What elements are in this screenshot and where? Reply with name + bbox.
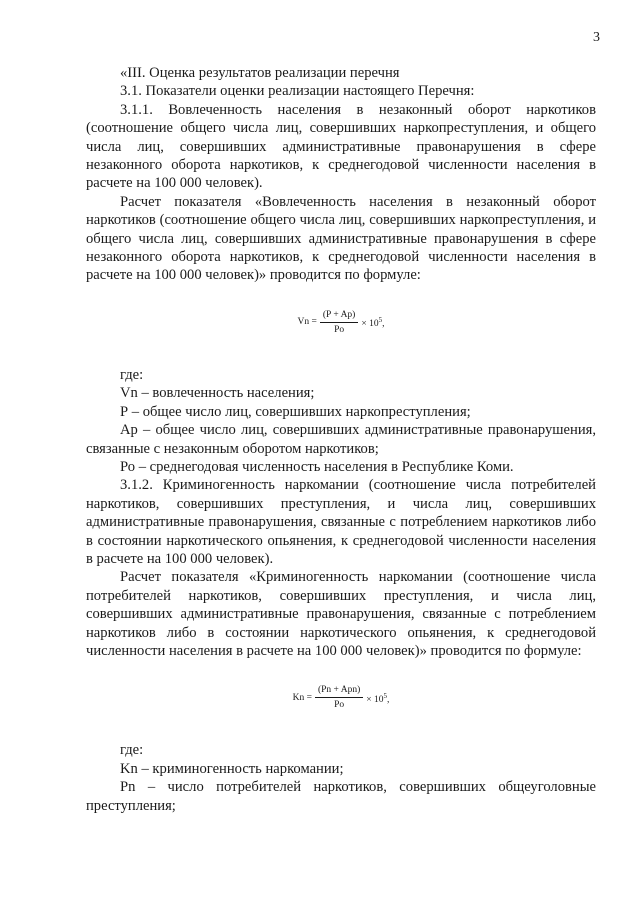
formula-vn-multiplier-text: × 10 xyxy=(361,319,379,330)
formula-kn-fraction xyxy=(315,684,363,711)
indicator-2-definition: Kn – криминогенность наркомании; xyxy=(120,760,344,777)
page-number: 3 xyxy=(593,30,600,45)
formula-vn-fraction xyxy=(320,309,358,336)
formula-kn-lhs: Kn = xyxy=(292,692,312,703)
document-body xyxy=(86,64,596,815)
indicator-2-heading: 3.1.2. Криминогенность наркомании (соотношение числа потребителей наркотиков, совершивших преступления, и числа лиц, совершивших административные правонарушения, связанные с потреблением наркотиков либо в состоянии наркотического опьянения, к среднегодовой численности населения в расчете на 100 000 человек). xyxy=(86,477,596,567)
indicator-1-definition: Ро – среднегодовая численность населения в Республике Коми. xyxy=(120,458,514,475)
indicator-1-definition: Vn – вовлеченность населения; xyxy=(120,385,315,402)
formula-kn-numerator: (Pn + Apn) xyxy=(315,684,363,698)
indicator-2-where-label: где: xyxy=(120,742,144,759)
indicator-1-calc-text: Расчет показателя «Вовлеченность населения в незаконный оборот наркотиков (соотношение общего числа лиц, совершивших наркопреступления, и общего числа лиц, совершивших административные правонарушения в сфере незаконного оборота наркотиков, к среднегодовой численности населения в расчете на 100 000 человек)» проводится по формуле: xyxy=(86,193,596,284)
indicator-1-definition: Ар – общее число лиц, совершивших административные правонарушения, связанные с незаконным оборотом наркотиков; xyxy=(86,422,596,457)
indicator-1-heading: 3.1.1. Вовлеченность населения в незаконный оборот наркотиков (соотношение общего числа лиц, совершивших наркопреступления, и общего числа лиц, совершивших административные правонарушения в сфере незаконного оборота наркотиков, к среднегодовой численности населения в расчете на 100 000 человек). xyxy=(86,101,596,192)
formula-kn-denominator: Po xyxy=(334,700,345,711)
subsection-title: 3.1. Показатели оценки реализации настоящего Перечня: xyxy=(120,83,475,100)
indicator-2-calc-text: Расчет показателя «Криминогенность наркомании (соотношение числа потребителей наркотиков, совершивших преступления, и числа лиц, совершивших административные правонарушения, связанные с потреблением наркотиков либо в состоянии наркотического опьянения, к среднегодовой численности населения в расчете на 100 000 человек)» проводится по формуле: xyxy=(86,569,596,659)
formula-vn-multiplier xyxy=(361,314,384,330)
formula-kn-multiplier xyxy=(366,690,389,706)
indicator-2-definition: Pn – число потребителей наркотиков, совершивших общеуголовные преступления; xyxy=(86,779,596,814)
formula-vn-tail: , xyxy=(382,319,385,330)
indicator-1-definition: Р – общее число лиц, совершивших наркопреступления; xyxy=(120,403,471,420)
indicator-1-where-label: где: xyxy=(120,366,144,383)
formula-kn xyxy=(86,684,596,711)
formula-vn-numerator: (P + Ap) xyxy=(320,309,358,323)
formula-vn xyxy=(86,309,596,336)
formula-kn-exponent: 5 xyxy=(383,691,387,700)
formula-kn-tail: , xyxy=(387,694,390,705)
formula-vn-lhs: Vn = xyxy=(297,317,317,328)
formula-vn-exponent: 5 xyxy=(378,316,383,325)
formula-vn-denominator: Po xyxy=(334,324,345,335)
formula-kn-multiplier-text: × 10 xyxy=(366,694,384,705)
section-title: «III. Оценка результатов реализации перечня xyxy=(120,65,400,81)
